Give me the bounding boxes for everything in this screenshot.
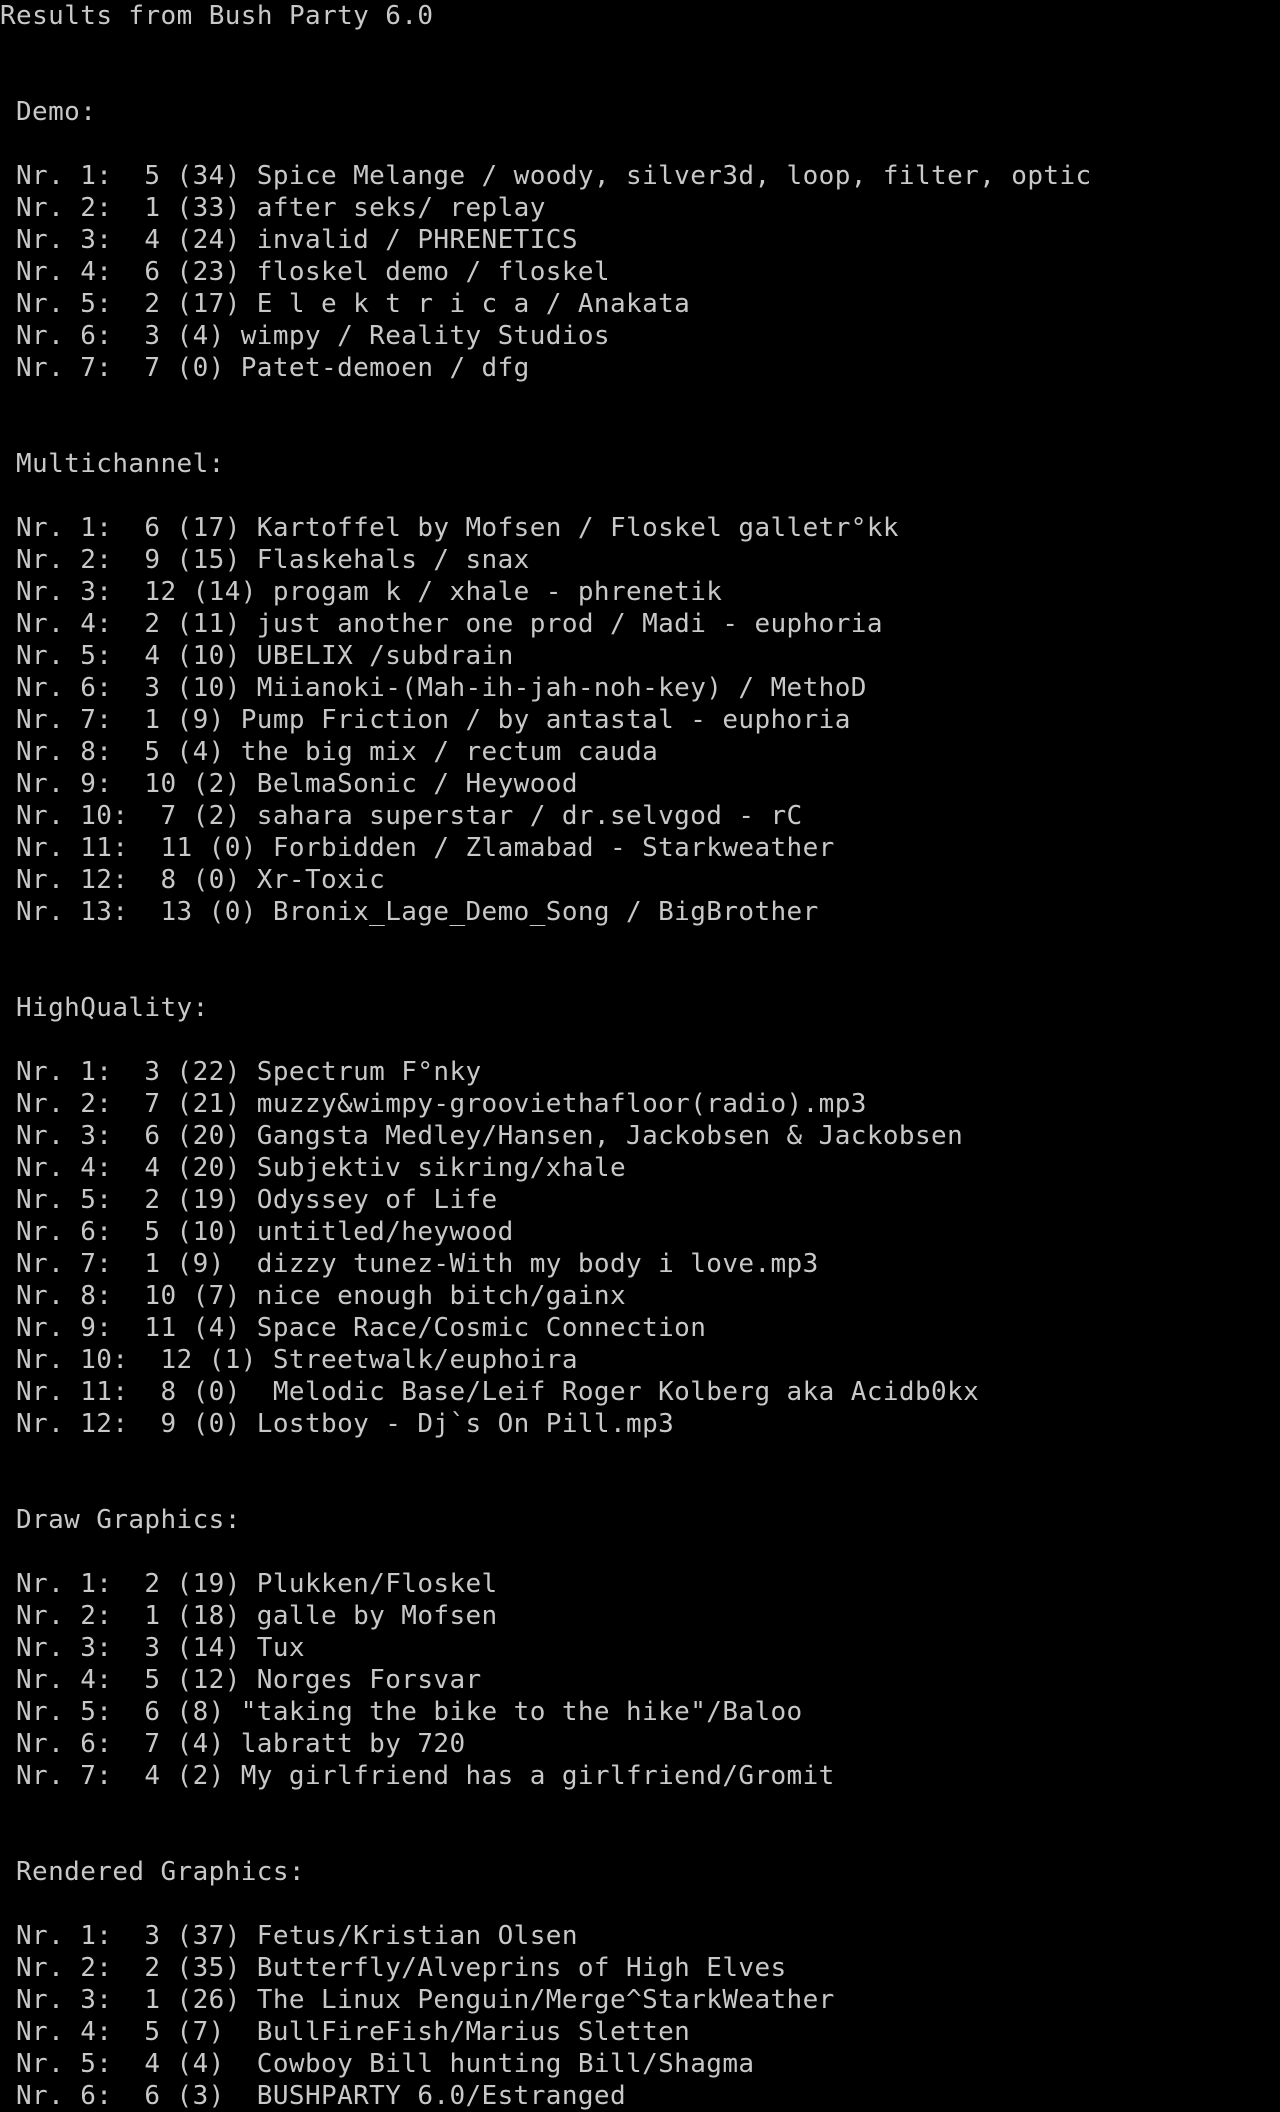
blank-line [0, 32, 1280, 64]
section-heading: Multichannel: [16, 449, 225, 479]
result-entry: Nr. 6: 7 (4) labratt by 720 [16, 1729, 466, 1759]
section-heading: Rendered Graphics: [16, 1857, 305, 1887]
result-entry: Nr. 6: 3 (4) wimpy / Reality Studios [16, 321, 610, 351]
section-highquality [0, 992, 1280, 1504]
result-entry: Nr. 8: 5 (4) the big mix / rectum cauda [16, 737, 659, 767]
blank-line [0, 64, 1280, 96]
section-multichannel [0, 448, 1280, 992]
result-entry: Nr. 2: 7 (21) muzzy&wimpy-grooviethafloor(radio).mp3 [16, 1089, 867, 1119]
blank-line [0, 928, 1280, 960]
page-title: Results from Bush Party 6.0 [0, 1, 434, 31]
result-entry: Nr. 1: 2 (19) Plukken/Floskel [16, 1569, 498, 1599]
result-entry: Nr. 6: 5 (10) untitled/heywood [16, 1217, 514, 1247]
blank-line [0, 384, 1280, 416]
result-entry: Nr. 4: 5 (7) BullFireFish/Marius Sletten [16, 2017, 691, 2047]
result-entry: Nr. 4: 2 (11) just another one prod / Madi - euphoria [16, 609, 883, 639]
result-entry: Nr. 12: 9 (0) Lostboy - Dj`s On Pill.mp3 [16, 1409, 675, 1439]
blank-line [0, 1792, 1280, 1824]
result-entry: Nr. 7: 7 (0) Patet-demoen / dfg [16, 353, 530, 383]
blank-line [0, 1024, 1280, 1056]
result-entry: Nr. 5: 4 (10) UBELIX /subdrain [16, 641, 514, 671]
result-entry: Nr. 13: 13 (0) Bronix_Lage_Demo_Song / BigBrother [16, 897, 819, 927]
result-entry: Nr. 1: 6 (17) Kartoffel by Mofsen / Floskel galletr°kk [16, 513, 899, 543]
section-demo [0, 64, 1280, 448]
section-heading: Demo: [16, 97, 97, 127]
result-entry: Nr. 8: 10 (7) nice enough bitch/gainx [16, 1281, 627, 1311]
result-entry: Nr. 5: 4 (4) Cowboy Bill hunting Bill/Shagma [16, 2049, 755, 2079]
result-entry: Nr. 1: 5 (34) Spice Melange / woody, silver3d, loop, filter, optic [16, 161, 1092, 191]
result-entry: Nr. 4: 6 (23) floskel demo / floskel [16, 257, 610, 287]
result-entry: Nr. 6: 3 (10) Miianoki-(Mah-ih-jah-noh-key) / MethoD [16, 673, 867, 703]
result-entry: Nr. 1: 3 (22) Spectrum F°nky [16, 1057, 482, 1087]
result-entry: Nr. 3: 3 (14) Tux [16, 1633, 305, 1663]
result-entry: Nr. 3: 4 (24) invalid / PHRENETICS [16, 225, 578, 255]
section-draw-graphics [0, 1504, 1280, 1856]
result-entry: Nr. 11: 8 (0) Melodic Base/Leif Roger Kolberg aka Acidb0kx [16, 1377, 980, 1407]
result-entry: Nr. 4: 5 (12) Norges Forsvar [16, 1665, 482, 1695]
result-entry: Nr. 3: 1 (26) The Linux Penguin/Merge^StarkWeather [16, 1985, 835, 2015]
result-entry: Nr. 6: 6 (3) BUSHPARTY 6.0/Estranged [16, 2081, 627, 2111]
result-entry: Nr. 2: 9 (15) Flaskehals / snax [16, 545, 530, 575]
blank-line [0, 1472, 1280, 1504]
blank-line [0, 480, 1280, 512]
result-entry: Nr. 4: 4 (20) Subjektiv sikring/xhale [16, 1153, 627, 1183]
result-entry: Nr. 7: 1 (9) dizzy tunez-With my body i love.mp3 [16, 1249, 819, 1279]
result-entry: Nr. 3: 12 (14) progam k / xhale - phrenetik [16, 577, 723, 607]
blank-line [0, 1824, 1280, 1856]
result-entry: Nr. 10: 12 (1) Streetwalk/euphoira [16, 1345, 578, 1375]
result-entry: Nr. 1: 3 (37) Fetus/Kristian Olsen [16, 1921, 578, 1951]
section-heading: HighQuality: [16, 993, 209, 1023]
section-heading: Draw Graphics: [16, 1505, 241, 1535]
result-entry: Nr. 5: 2 (19) Odyssey of Life [16, 1185, 498, 1215]
result-entry: Nr. 2: 2 (35) Butterfly/Alveprins of High Elves [16, 1953, 787, 1983]
result-entry: Nr. 7: 4 (2) My girlfriend has a girlfriend/Gromit [16, 1761, 835, 1791]
blank-line [0, 1888, 1280, 1920]
result-entry: Nr. 2: 1 (18) galle by Mofsen [16, 1601, 498, 1631]
result-entry: Nr. 12: 8 (0) Xr-Toxic [16, 865, 386, 895]
result-entry: Nr. 2: 1 (33) after seks/ replay [16, 193, 546, 223]
blank-line [0, 128, 1280, 160]
result-entry: Nr. 3: 6 (20) Gangsta Medley/Hansen, Jackobsen & Jackobsen [16, 1121, 964, 1151]
result-entry: Nr. 10: 7 (2) sahara superstar / dr.selvgod - rC [16, 801, 803, 831]
blank-line [0, 416, 1280, 448]
result-entry: Nr. 11: 11 (0) Forbidden / Zlamabad - Starkweather [16, 833, 835, 863]
blank-line [0, 1440, 1280, 1472]
result-entry: Nr. 9: 11 (4) Space Race/Cosmic Connection [16, 1313, 707, 1343]
result-entry: Nr. 7: 1 (9) Pump Friction / by antastal - euphoria [16, 705, 851, 735]
section-rendered-graphics [0, 1856, 1280, 2112]
result-entry: Nr. 5: 2 (17) E l e k t r i c a / Anakata [16, 289, 691, 319]
blank-line [0, 1536, 1280, 1568]
blank-line [0, 960, 1280, 992]
result-entry: Nr. 5: 6 (8) "taking the bike to the hike"/Baloo [16, 1697, 803, 1727]
result-entry: Nr. 9: 10 (2) BelmaSonic / Heywood [16, 769, 578, 799]
